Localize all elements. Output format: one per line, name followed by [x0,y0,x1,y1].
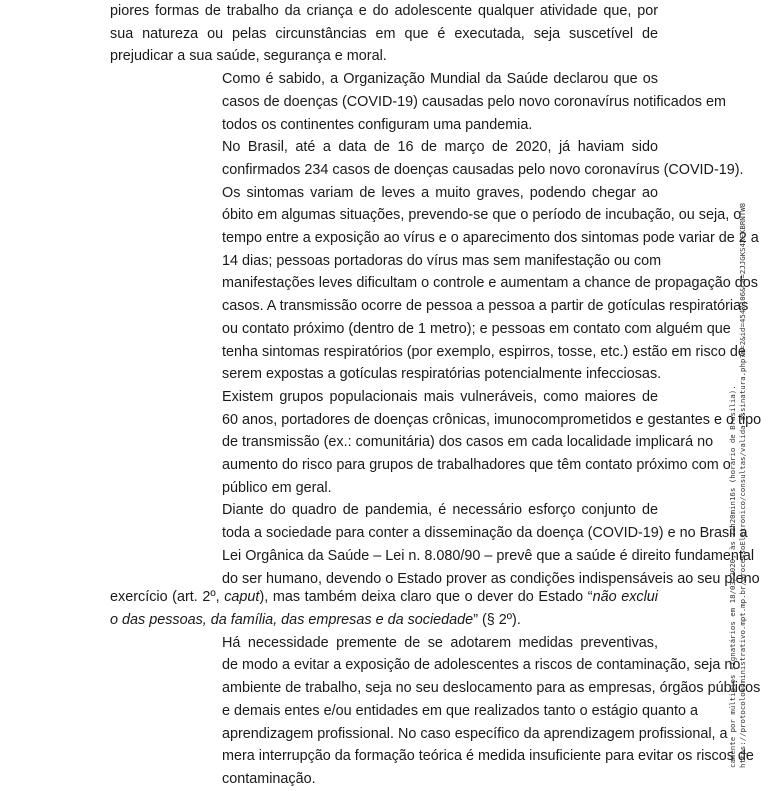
text-line: Há necessidade premente de se adotarem medidas preventivas, [222,634,658,651]
text-line: tempo entre a exposição ao vírus e o aparecimento dos sintomas pode variar de 2 a [222,230,759,247]
text-line: exercício (art. 2º, caput), mas também deixa claro que o dever do Estado “não exclui [110,589,658,606]
signature-note-line: camente por múltiplos signatários em 18/03/2020, às 22h20min16s (horário de Brasília). [728,385,737,768]
text-line: sua natureza ou pelas circunstâncias em que é executada, seja suscetível de [110,25,658,42]
text-line: contaminação. [222,770,316,787]
text-line: piores formas de trabalho da criança e do adolescente qualquer atividade que, por [110,3,658,19]
text-line: Como é sabido, a Organização Mundial da Saúde declarou que os [222,71,658,88]
paragraph [110,499,760,590]
text-line: aumento do risco para grupos de trabalhadores que têm contato próximo com o [222,457,731,474]
text-line: ambiente de trabalho, seja no seu deslocamento para as empresas, órgãos públicos [222,680,761,697]
text-line: de modo a evitar a exposição de adolescentes a riscos de contaminação, seja no [222,657,741,674]
paragraphs-bottom [110,632,761,791]
validation-url: https://protocoloadministrativo.mpt.mp.br/processoEletronico/consultas/valida_assinatura.php?m=2&id=4547106&ca=2JJGKS4XEKBRNTW8 [737,202,747,768]
paragraph [110,386,762,500]
text-line: confirmados 234 casos de doenças causadas pelo novo coronavírus (COVID-19). [222,161,744,178]
paragraph [110,136,744,181]
text-line: óbito em algumas situações, prevendo-se que o período de incubação, ou seja, o [222,207,742,224]
text-line: 14 dias; pessoas portadoras do vírus mas sem manifestação ou com [222,252,662,269]
text-line: de transmissão (ex.: comunitária) dos casos em cada localidade implicará no [222,434,714,451]
paragraph-lei-organica-continuation [110,586,658,631]
text-line: Diante do quadro de pandemia, é necessário esforço conjunto de [222,502,658,519]
text-line: Existem grupos populacionais mais vulneráveis, como maiores de [222,388,658,405]
text-line: casos de doenças (COVID-19) causadas pelo novo coronavírus notificados em [222,93,726,110]
text-line: e demais entes e/ou entidades em que realizados tanto o estágio quanto a [222,702,699,719]
text-line: casos. A transmissão ocorre de pessoa a pessoa a partir de gotículas respiratórias [222,298,749,315]
text-line: todos os continentes configuram uma pandemia. [222,116,533,133]
text-line: Lei Orgânica da Saúde – Lei n. 8.080/90 – prevê que a saúde é direito fundamental [222,547,755,564]
text-line: serem expostas a gotículas respiratórias potencialmente infecciosas. [222,366,662,383]
paragraph [110,68,726,136]
text-line: do ser humano, devendo o Estado prover as condições indispensáveis ao seu pleno [222,570,760,587]
text-line: tenha sintomas respiratórios (por exemplo, espirros, tosse, etc.) estão em risco de [222,343,746,360]
text-line: público em geral. [222,479,332,496]
text-line: 60 anos, portadores de doenças crônicas, imunocomprometidos e gestantes e o tipo [222,411,762,428]
text-line: ou contato próximo (dentro de 1 metro); e pessoas em contato com alguém que [222,320,731,337]
text-line: toda a sociedade para conter a disseminação da doença (COVID-19) e no Brasil a [222,525,748,542]
paragraph [110,182,759,386]
text-line: aprendizagem profissional. No caso específico da aprendizagem profissional, a [222,725,728,742]
paragraph [110,0,658,68]
paragraph [110,632,761,791]
text-line: prejudicar a sua saúde, segurança e moral. [110,48,387,65]
text-line: manifestações leves dificultam o controle e aumentam a chance de propagação dos [222,275,758,292]
signature-validation-note [728,203,747,768]
text-line: No Brasil, até a data de 16 de março de 2020, já haviam sido [222,139,658,156]
text-line: mera interrupção da formação teórica é medida insuficiente para evitar os riscos de [222,748,754,765]
text-line: Os sintomas variam de leves a muito graves, podendo chegar ao [222,184,658,201]
text-line: o das pessoas, da família, das empresas e da sociedade” (§ 2º). [110,611,521,628]
